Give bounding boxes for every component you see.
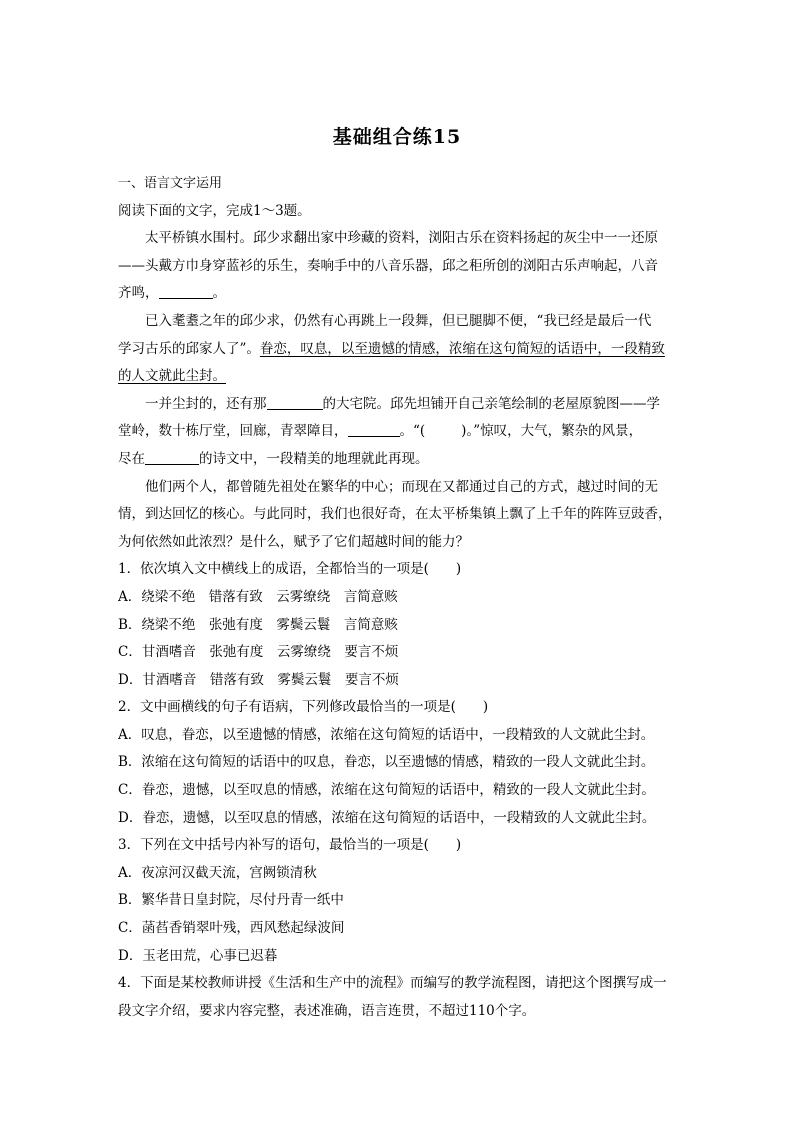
passage-p1-line2: ——头戴方巾身穿蓝衫的乐生，奏响手中的八音乐器，邱之秬所创的浏阳古乐声响起，八音 [118, 257, 658, 274]
section-heading: 一、语言文字运用 [118, 176, 223, 191]
text-fragment: 学习古乐的邱家人了”。 [118, 340, 260, 357]
question-3-option-c: C．菡萏香销翠叶残，西风愁起绿波间 [118, 920, 345, 937]
passage-p1-line1: 太平桥镇水围村。邱少求翻出家中珍藏的资料，浏阳古乐在资料扬起的灰尘中一一还原 [145, 230, 658, 247]
fill-blank-1 [159, 283, 213, 299]
question-3-option-d: D．玉老田荒，心事已迟暮 [118, 947, 278, 964]
question-4-stem-line1: 4．下面是某校教师讲授《生活和生产中的流程》而编写的教学流程图，请把这个图撰写成一 [118, 975, 667, 992]
question-1-option-c: C．甘酒嗜音 张弛有度 云雾缭绕 要言不烦 [118, 644, 399, 661]
text-fragment: 一并尘封的，还有那 [145, 395, 267, 412]
text-fragment: 齐鸣， [118, 285, 159, 302]
passage-p2-line2 [118, 336, 680, 364]
underlined-sentence: 眷恋，叹息，以至遗憾的情感，浓缩在这句简短的话语中，一段精致 [259, 340, 665, 357]
text-fragment: 堂岭，数十栋厅堂，回廊，青翠障目， [118, 423, 348, 440]
passage-p3-line3 [118, 446, 680, 474]
question-1-option-d: D．甘酒嗜音 错落有致 雾鬓云鬟 要言不烦 [118, 671, 399, 688]
fill-blank-4 [145, 449, 199, 465]
text-fragment: 尽在 [118, 450, 145, 467]
question-1-option-a: A．绕梁不绝 错落有致 云雾缭绕 言简意赅 [118, 588, 398, 605]
question-2-option-a: A．叹息，眷恋，以至遗憾的情感，浓缩在这句简短的话语中，一段精致的人文就此尘封。 [118, 726, 655, 743]
passage-p4-line3: 为何依然如此浓烈？是什么，赋予了它们超越时间的能力？ [118, 533, 469, 550]
text-fragment: 的大宅院。邱先坦铺开自己亲笔绘制的老屋原貌图——学 [322, 395, 660, 412]
passage-p3-line2 [118, 418, 680, 446]
question-3-option-b: B．繁华昔日皇封院，尽付丹青一纸中 [118, 892, 344, 909]
question-2-option-c: C．眷恋，遗憾，以至叹息的情感，浓缩在这句简短的话语中，精致的一段人文就此尘封。 [118, 782, 655, 799]
question-3-option-a: A．夜凉河汉截天流，宫阙锁清秋 [118, 864, 317, 881]
document-body [118, 170, 680, 1025]
fill-blank-2 [267, 394, 323, 410]
question-2-stem: 2．文中画横线的句子有语病，下列修改最恰当的一项是( ) [118, 699, 489, 716]
reading-instruction: 阅读下面的文字，完成1～3题。 [118, 202, 311, 219]
text-fragment: 。 [212, 285, 226, 302]
passage-p3-line1 [118, 391, 680, 419]
passage-p1-line3 [118, 280, 680, 308]
passage-p2-line3 [118, 363, 680, 391]
text-fragment: )。”惊叹，大气，繁杂的风景， [461, 423, 643, 440]
question-2-option-d: D．眷恋，遗憾，以至叹息的情感，浓缩在这句简短的话语中，一段精致的人文就此尘封。 [118, 809, 656, 826]
passage-p2-line1: 已入耄耋之年的邱少求，仍然有心再跳上一段舞，但已腿脚不便，“我已经是最后一代 [145, 312, 652, 329]
question-1-option-b: B．绕梁不绝 张弛有度 雾鬓云鬟 言简意赅 [118, 616, 398, 633]
passage-p4-line1: 他们两个人，都曾随先祖处在繁华的中心；而现在又都通过自己的方式，越过时间的无 [145, 478, 658, 495]
passage-p4-line2: 情，到达回忆的核心。与此同时，我们也很好奇，在太平桥集镇上飘了上千年的阵阵豆豉香， [118, 506, 672, 523]
question-3-stem: 3．下列在文中括号内补写的语句，最恰当的一项是( ) [118, 837, 462, 854]
underlined-sentence-end: 的人文就此尘封。 [118, 368, 226, 385]
fill-blank-3 [348, 421, 400, 437]
question-2-option-b: B．浓缩在这句简短的话语中的叹息，眷恋，以至遗憾的情感，精致的一段人文就此尘封。 [118, 754, 655, 771]
question-1-stem: 1．依次填入文中横线上的成语，全都恰当的一项是( ) [118, 561, 462, 578]
text-fragment: 。“( [399, 423, 426, 440]
question-4-stem-line2: 段文字介绍，要求内容完整，表述准确，语言连贯，不超过110个字。 [118, 1002, 536, 1019]
page-title: 基础组合练15 [332, 126, 462, 148]
text-fragment: 的诗文中，一段精美的地理就此再现。 [199, 450, 429, 467]
